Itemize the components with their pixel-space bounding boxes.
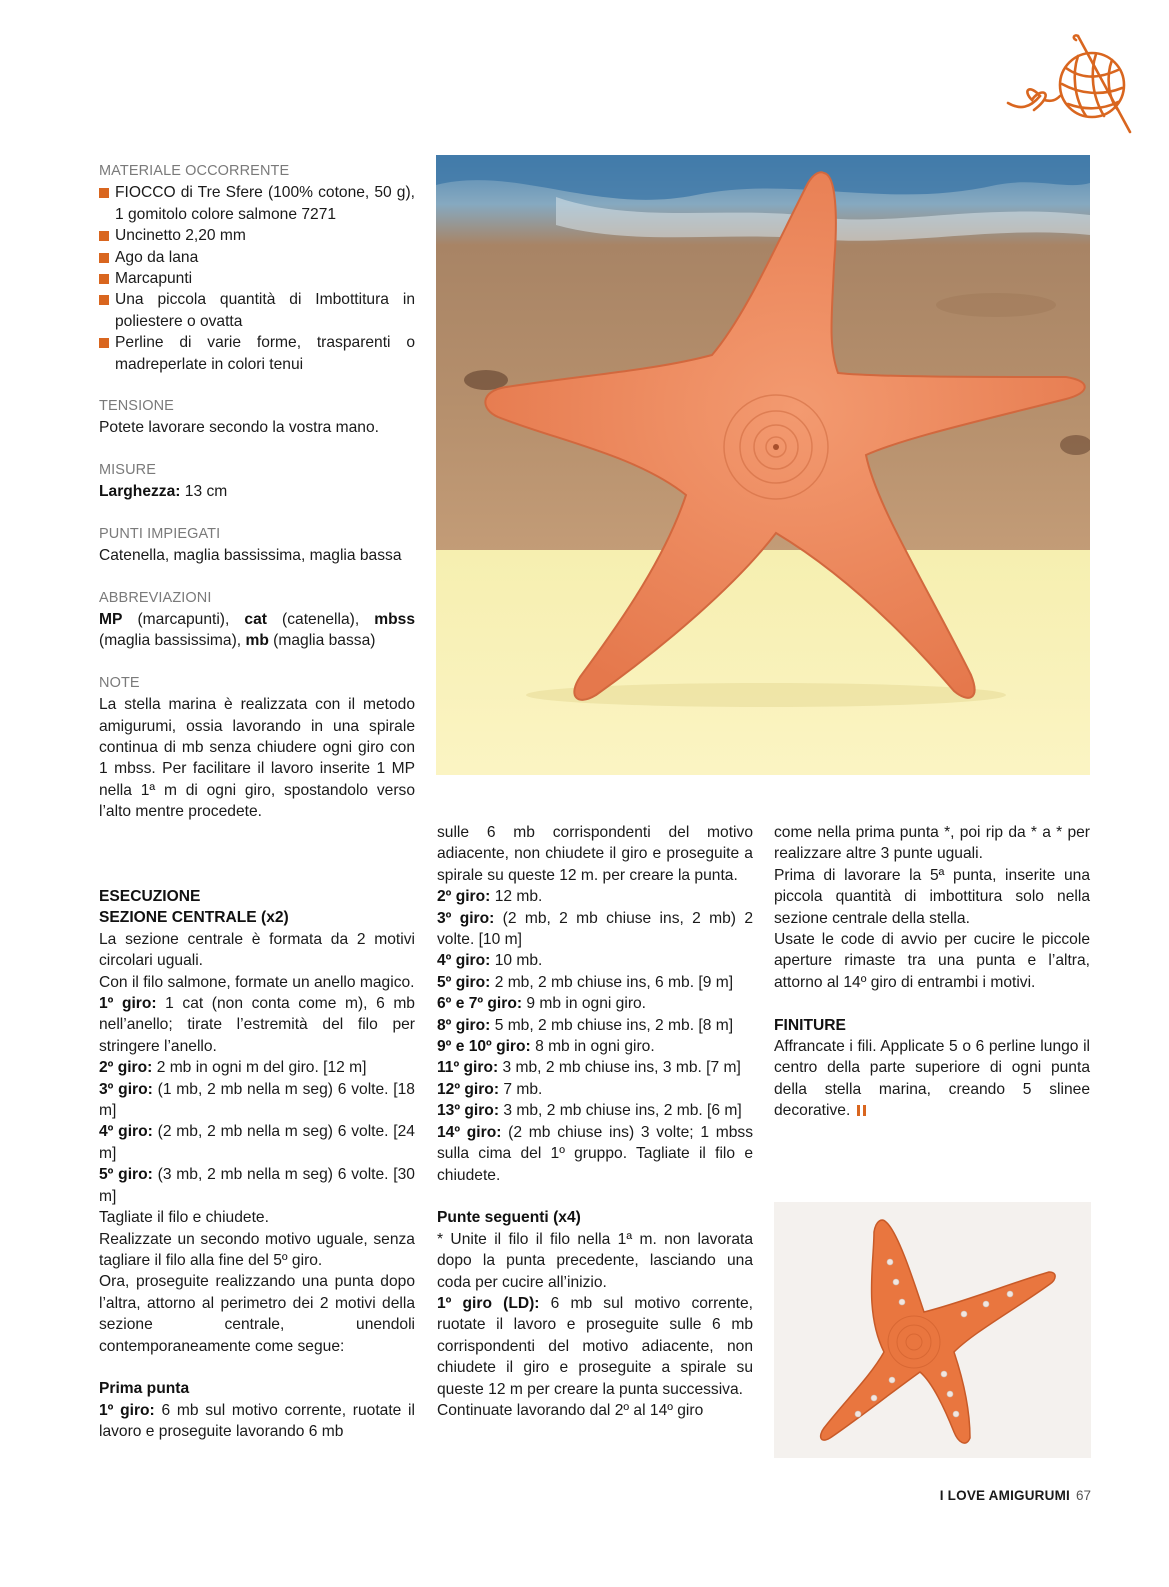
round-label: 2º giro: <box>99 1059 153 1077</box>
round-text: 8 mb in ogni giro. <box>530 1038 655 1056</box>
round-label: 1º giro: <box>99 1401 155 1419</box>
round-label: 2º giro: <box>437 888 491 906</box>
page-number: 67 <box>1075 1488 1091 1503</box>
abbrev-term: cat <box>244 610 267 628</box>
list-item: Marcapunti <box>99 268 415 289</box>
list-item: FIOCCO di Tre Sfere (100% cotone, 50 g), 1 gomitolo colore salmone 7271 <box>99 182 415 225</box>
column-1-execution <box>99 886 415 1443</box>
spacer <box>99 1357 415 1378</box>
paragraph: Continuate lavorando dal 2º al 14º giro <box>437 1401 704 1419</box>
next-points-title: Punte seguenti (x4) <box>437 1209 581 1227</box>
round-label: 1º giro: <box>99 995 157 1013</box>
measures-text <box>99 481 415 502</box>
spacer <box>437 1186 753 1207</box>
round-row <box>437 950 753 971</box>
round-row <box>437 886 753 907</box>
round-label: 5º giro: <box>99 1166 153 1184</box>
first-point-title: Prima punta <box>99 1380 190 1398</box>
central-section-title: SEZIONE CENTRALE (x2) <box>99 909 289 927</box>
round-text: 2 mb, 2 mb chiuse ins, 6 mb. [9 m] <box>490 973 734 991</box>
abbrev-heading: ABBREVIAZIONI <box>99 589 212 606</box>
round-row <box>437 993 753 1014</box>
first-point-round-1 <box>99 1400 415 1443</box>
round-row <box>437 1122 753 1186</box>
abbrev-term: MP <box>99 610 123 628</box>
round-label: 5º giro: <box>437 973 491 991</box>
round-row <box>437 1036 753 1057</box>
end-mark-icon <box>857 1105 860 1116</box>
yarn-ball-crochet-hook-heart-icon <box>1000 28 1136 140</box>
round-3 <box>99 1079 415 1122</box>
round-label: 12º giro: <box>437 1080 500 1098</box>
starfish-photo <box>436 155 1090 775</box>
abbrev-def: (marcapunti), <box>122 610 245 628</box>
column-3 <box>774 822 1090 1122</box>
finishing-heading: FINITURE <box>774 1016 846 1034</box>
notes-text: La stella marina è realizzata con il metodo amigurumi, ossia lavorando in una spirale continua di mb senza chiudere ogni giro con 1 mbss. Per facilitare il lavoro inserite 1 MP nella 1ª m di ogni giro, spostandolo verso l’alto mentre procedete. <box>99 696 415 821</box>
list-item: Una piccola quantità di Imbottitura in poliestere o ovatta <box>99 289 415 332</box>
tension-text: Potete lavorare secondo la vostra mano. <box>99 419 379 437</box>
abbrev-def: (maglia bassissima), <box>99 632 246 650</box>
round-text: 3 mb, 2 mb chiuse ins, 3 mb. [7 m] <box>498 1059 741 1077</box>
paragraph: sulle 6 mb corrispondenti del motivo adiacente, non chiudete il giro e proseguite a spirale su queste 12 m. per creare la punta. <box>437 824 753 884</box>
stitches-text: Catenella, maglia bassissima, maglia bassa <box>99 547 402 565</box>
paragraph: La sezione centrale è formata da 2 motivi circolari uguali. <box>99 930 415 970</box>
round-label: 8º giro: <box>437 1016 491 1034</box>
starfish-beads-photo <box>774 1202 1091 1458</box>
round-text: 5 mb, 2 mb chiuse ins, 2 mb. [8 m] <box>490 1016 734 1034</box>
finishing-body: Affrancate i fili. Applicate 5 o 6 perline lungo il centro della parte superiore di ogni punta della stella marina, creando 5 slinee decorative. <box>774 1038 1090 1120</box>
round-row <box>437 972 753 993</box>
stitches-heading: PUNTI IMPIEGATI <box>99 525 221 542</box>
abbrev-text <box>99 609 415 652</box>
round-label: 6º e 7º giro: <box>437 995 523 1013</box>
abbrev-term: mb <box>245 632 269 650</box>
round-text: (3 mb, 2 mb nella m seg) 6 volte. [30 m] <box>99 1166 415 1205</box>
round-text: 10 mb. <box>490 952 543 970</box>
abbrev-def: (catenella), <box>266 610 375 628</box>
next-round-1 <box>437 1293 753 1400</box>
round-text: (2 mb chiuse ins) 3 volte; 1 mbss sulla cima del 1º gruppo. Tagliate il filo e chiudete. <box>437 1123 753 1184</box>
round-text: 3 mb, 2 mb chiuse ins, 2 mb. [6 m] <box>499 1102 742 1120</box>
paragraph: Prima di lavorare la 5ª punta, inserite una piccola quantità di imbottitura solo nella sezione centrale della stella. <box>774 866 1090 927</box>
round-4 <box>99 1121 415 1164</box>
round-row <box>437 1057 753 1078</box>
paragraph: Tagliate il filo e chiudete. <box>99 1209 269 1227</box>
round-text: 9 mb in ogni giro. <box>522 995 647 1013</box>
notes-heading: NOTE <box>99 674 140 691</box>
round-label: 4º giro: <box>99 1123 153 1141</box>
round-label: 3º giro: <box>99 1080 153 1098</box>
abbrev-def: (maglia bassa) <box>268 632 376 650</box>
paragraph: * Unite il filo il filo nella 1ª m. non lavorata dopo la punta precedente, lasciando una coda per cucire all’inizio. <box>437 1230 753 1291</box>
round-text: 6 mb sul motivo corrente, ruotate il lavoro e proseguite sulle 6 mb corrispondenti del motivo adiacente, non chiudete il giro e proseguite a spirale su queste 12 m per creare la punta successiva. <box>437 1294 753 1398</box>
measures-label: Larghezza: <box>99 483 181 501</box>
measures-heading: MISURE <box>99 461 156 478</box>
round-row <box>437 1079 753 1100</box>
round-text: (2 mb, 2 mb chiuse ins, 2 mb) 2 volte. [10 m] <box>437 909 753 949</box>
round-label: 14º giro: <box>437 1123 502 1141</box>
round-row <box>437 908 753 951</box>
round-text: 12 mb. <box>490 888 543 906</box>
magazine-name: I LOVE AMIGURUMI <box>939 1488 1070 1503</box>
round-label: 11º giro: <box>437 1059 499 1077</box>
round-1 <box>99 993 415 1057</box>
paragraph: come nella prima punta *, poi rip da * a * per realizzare altre 3 punte uguali. <box>774 824 1090 863</box>
materials-list <box>99 182 415 375</box>
round-text: 1 cat (non conta come m), 6 mb nell’anello; tirate l’estremità del filo per stringere l’anello. <box>99 995 415 1055</box>
list-item: Ago da lana <box>99 247 415 268</box>
paragraph: Ora, proseguite realizzando una punta dopo l’altra, attorno al perimetro dei 2 motivi della sezione centrale, unendoli contemporaneamente come segue: <box>99 1273 415 1355</box>
list-item: Perline di varie forme, trasparenti o madreperlate in colori tenui <box>99 332 415 375</box>
spacer <box>774 993 1090 1014</box>
round-text: 7 mb. <box>499 1080 543 1098</box>
paragraph: Realizzate un secondo motivo uguale, senza tagliare il filo alla fine del 5º giro. <box>99 1230 415 1269</box>
round-label: 1º giro (LD): <box>437 1294 540 1312</box>
round-text: 2 mb in ogni m del giro. [12 m] <box>152 1059 367 1077</box>
abbrev-term: mbss <box>374 610 415 628</box>
page-footer <box>940 1488 1091 1503</box>
round-label: 4º giro: <box>437 952 491 970</box>
tension-heading: TENSIONE <box>99 398 174 415</box>
paragraph: Con il filo salmone, formate un anello magico. <box>99 973 415 991</box>
materials-heading: MATERIALE OCCORRENTE <box>99 163 290 179</box>
finishing-text <box>774 1036 1090 1122</box>
round-label: 13º giro: <box>437 1102 500 1120</box>
measures-value: 13 cm <box>180 483 228 501</box>
round-label: 9º e 10º giro: <box>437 1038 531 1056</box>
round-row <box>437 1100 753 1121</box>
round-2 <box>99 1057 415 1078</box>
round-5 <box>99 1164 415 1207</box>
round-text: (2 mb, 2 mb nella m seg) 6 volte. [24 m] <box>99 1123 415 1162</box>
column-1-top <box>99 161 415 823</box>
round-text: (1 mb, 2 mb nella m seg) 6 volte. [18 m] <box>99 1080 415 1120</box>
round-row <box>437 1015 753 1036</box>
list-item: Uncinetto 2,20 mm <box>99 225 415 246</box>
column-2 <box>437 822 753 1421</box>
paragraph: Usate le code di avvio per cucire le piccole aperture rimaste tra una punta e l’altra, attorno al 14º giro di entrambi i motivi. <box>774 931 1090 991</box>
execution-heading: ESECUZIONE <box>99 888 201 905</box>
round-text: 6 mb sul motivo corrente, ruotate il lavoro e proseguite lavorando 6 mb <box>99 1401 415 1441</box>
round-label: 3º giro: <box>437 909 495 927</box>
